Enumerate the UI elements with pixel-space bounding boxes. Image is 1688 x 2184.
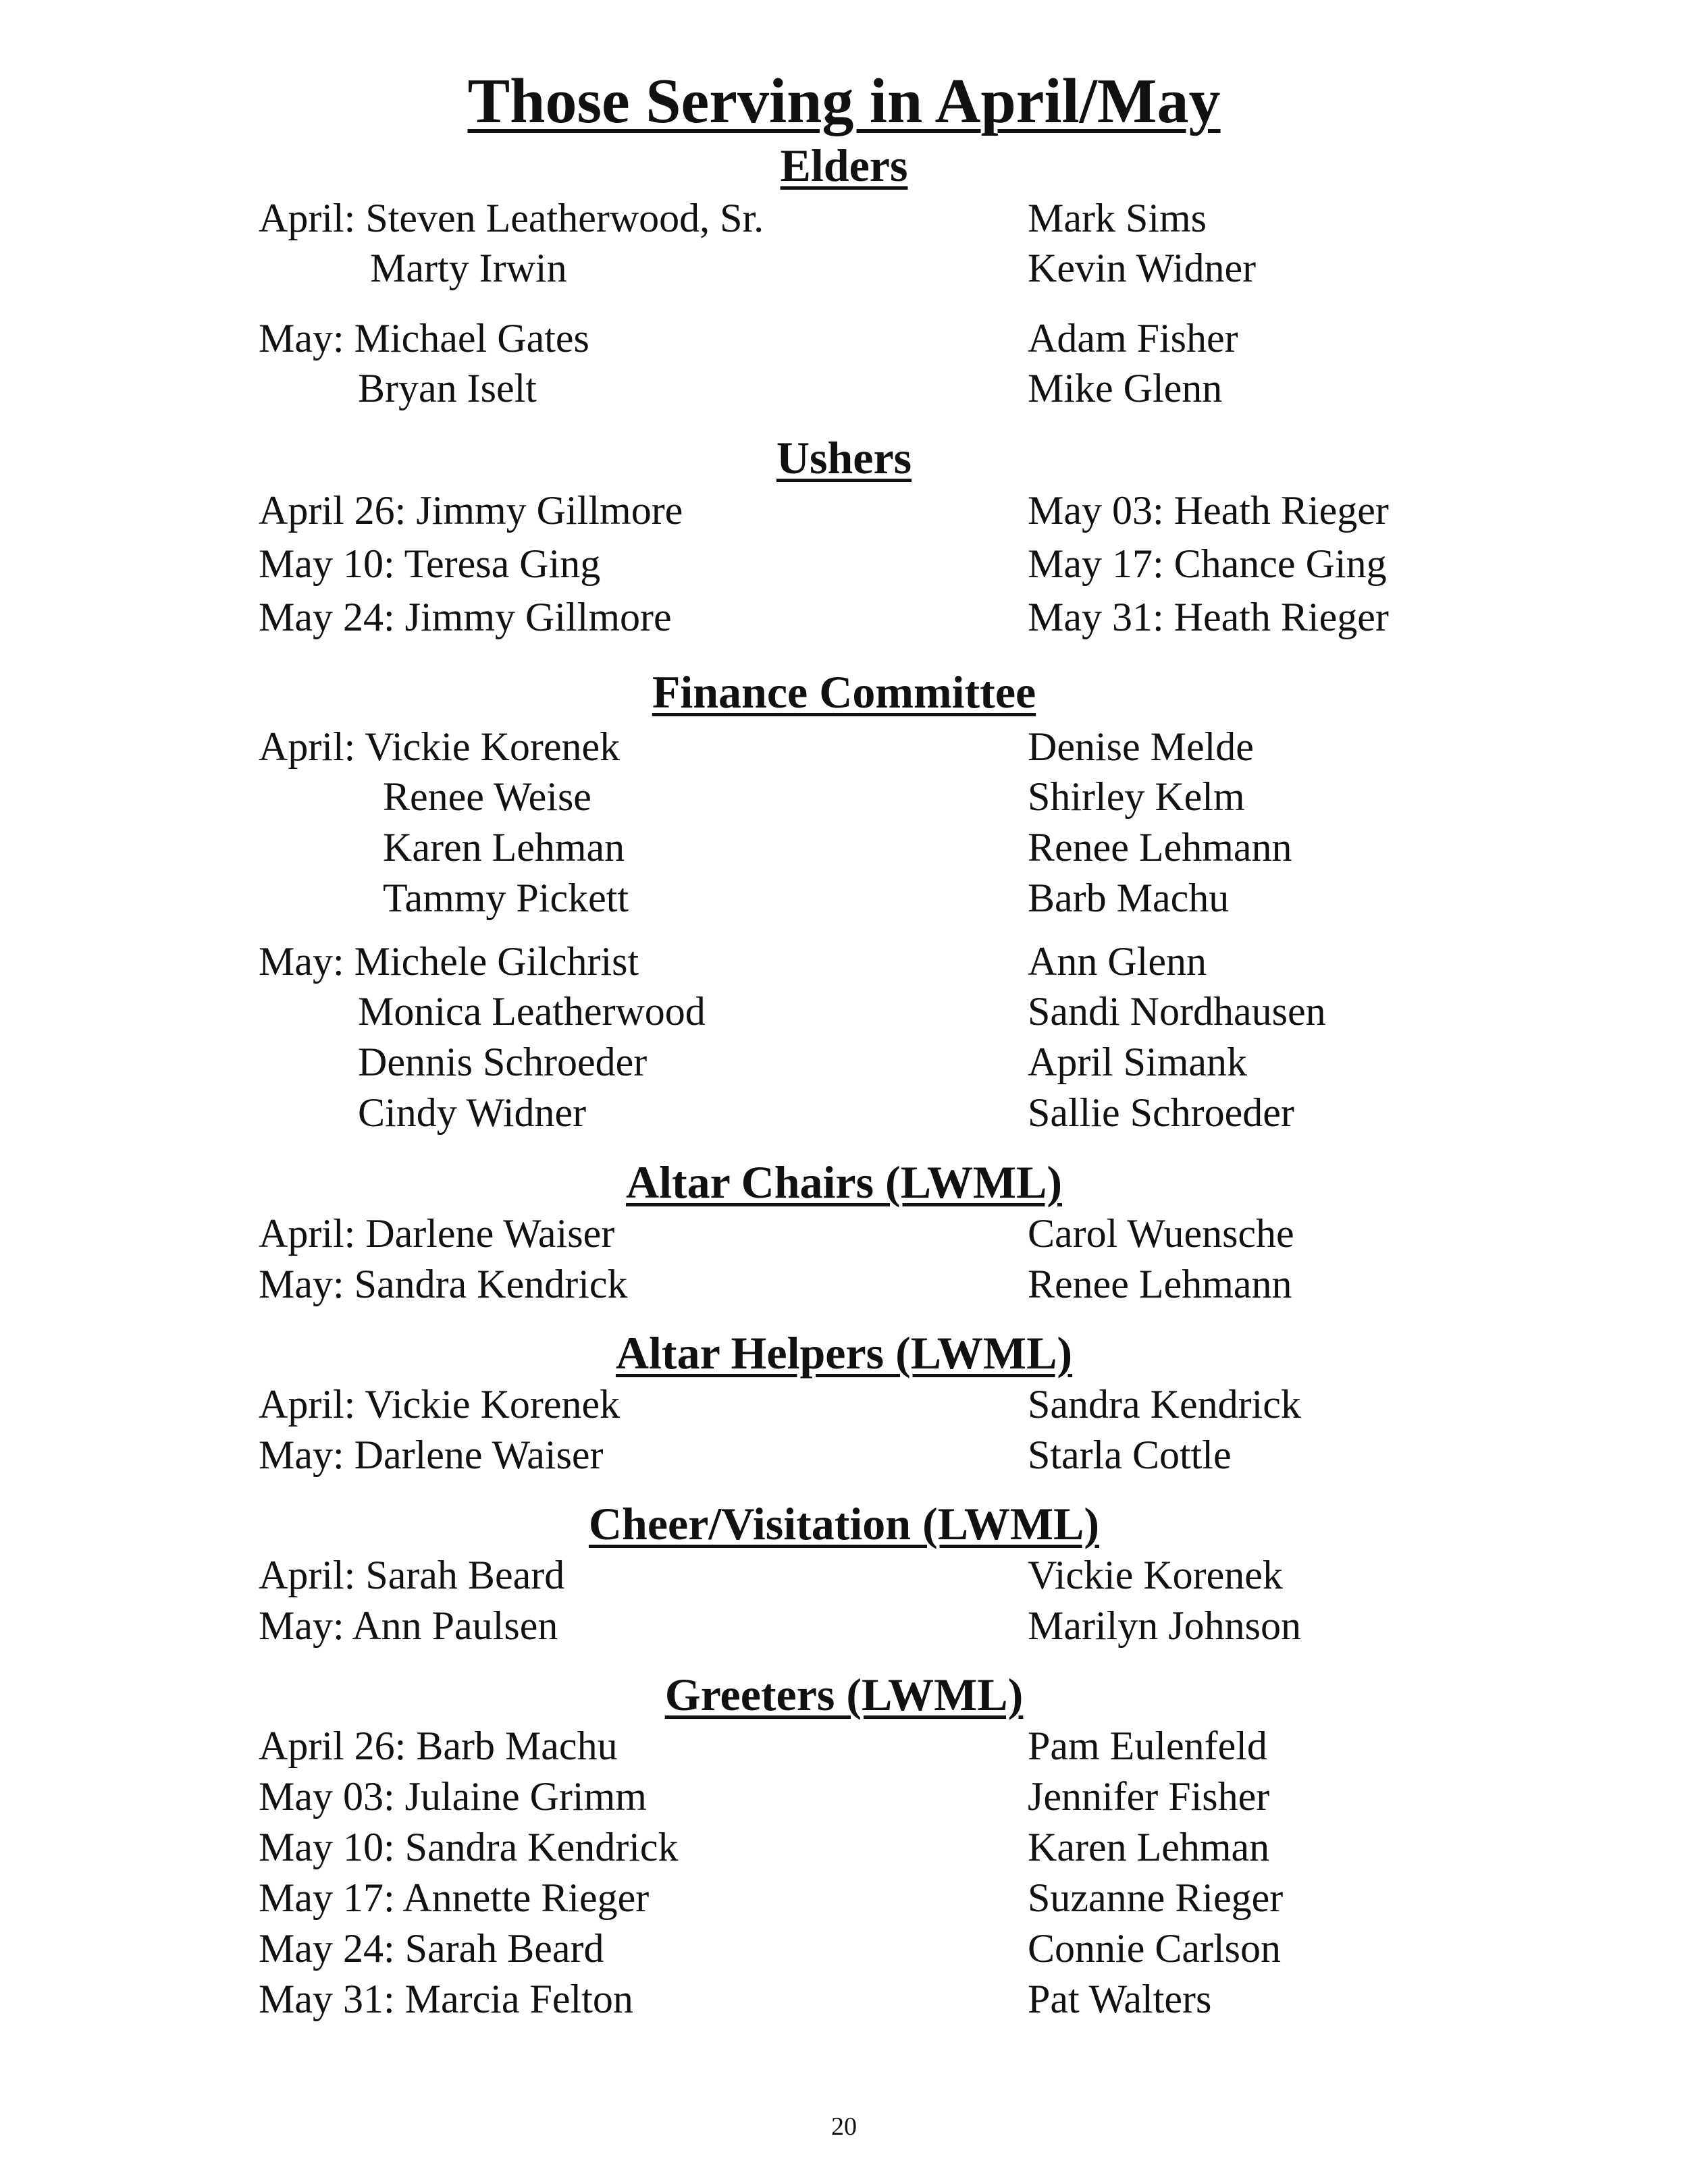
altar-helpers-right-2: Starla Cottle	[1028, 1433, 1232, 1477]
ushers-left-1: April 26: Jimmy Gillmore	[259, 488, 683, 533]
altar-chairs-right-1: Carol Wuensche	[1028, 1211, 1294, 1256]
finance-left-4: Tammy Pickett	[383, 876, 629, 920]
cheer-right-1: Vickie Korenek	[1028, 1553, 1283, 1597]
section-heading-text: Ushers	[776, 432, 912, 483]
section-heading-text: Cheer/Visitation (LWML)	[588, 1498, 1100, 1549]
finance-right-1: Denise Melde	[1028, 724, 1254, 769]
elders-right-1: Mark Sims	[1028, 196, 1207, 240]
section-heading-text: Elders	[780, 140, 908, 191]
greeters-left-6: May 31: Marcia Felton	[259, 1977, 633, 2021]
section-heading-text: Altar Chairs (LWML)	[626, 1156, 1062, 1208]
section-heading-text: Finance Committee	[652, 666, 1036, 718]
elders-left-1: April: Steven Leatherwood, Sr.	[259, 196, 764, 240]
altar-chairs-left-1: April: Darlene Waiser	[259, 1211, 615, 1256]
greeters-left-4: May 17: Annette Rieger	[259, 1875, 650, 1920]
ushers-right-2: May 17: Chance Ging	[1028, 541, 1387, 586]
elders-left-2: Marty Irwin	[370, 246, 567, 290]
elders-left-4: Bryan Iselt	[358, 366, 537, 410]
altar-helpers-left-1: April: Vickie Korenek	[259, 1382, 621, 1427]
altar-chairs-right-2: Renee Lehmann	[1028, 1262, 1292, 1306]
greeters-right-1: Pam Eulenfeld	[1028, 1724, 1267, 1768]
section-heading-cheer	[0, 1497, 1688, 1551]
greeters-left-3: May 10: Sandra Kendrick	[259, 1825, 679, 1869]
page-number: 20	[831, 2112, 857, 2141]
finance-left-1: April: Vickie Korenek	[259, 724, 621, 769]
section-heading-text: Altar Helpers (LWML)	[615, 1327, 1073, 1379]
page-title-text: Those Serving in April/May	[467, 66, 1221, 136]
greeters-right-6: Pat Walters	[1028, 1977, 1212, 2021]
finance-left-8: Cindy Widner	[358, 1090, 587, 1135]
greeters-right-5: Connie Carlson	[1028, 1926, 1281, 1971]
finance-right-8: Sallie Schroeder	[1028, 1090, 1294, 1135]
section-heading-greeters	[0, 1668, 1688, 1722]
elders-left-3: May: Michael Gates	[259, 316, 589, 361]
finance-left-3: Karen Lehman	[383, 825, 625, 870]
altar-chairs-left-2: May: Sandra Kendrick	[259, 1262, 628, 1306]
section-heading-altar-chairs	[0, 1155, 1688, 1209]
section-heading-finance	[0, 665, 1688, 719]
greeters-right-3: Karen Lehman	[1028, 1825, 1270, 1869]
ushers-right-1: May 03: Heath Rieger	[1028, 488, 1389, 533]
greeters-right-4: Suzanne Rieger	[1028, 1875, 1284, 1920]
finance-left-2: Renee Weise	[383, 774, 591, 819]
elders-right-2: Kevin Widner	[1028, 246, 1257, 290]
finance-right-4: Barb Machu	[1028, 876, 1230, 920]
elders-right-3: Adam Fisher	[1028, 316, 1238, 361]
section-heading-text: Greeters (LWML)	[664, 1669, 1024, 1720]
greeters-left-5: May 24: Sarah Beard	[259, 1926, 604, 1971]
section-heading-elders	[0, 138, 1688, 192]
cheer-left-2: May: Ann Paulsen	[259, 1603, 558, 1648]
cheer-left-1: April: Sarah Beard	[259, 1553, 565, 1597]
page-title	[0, 65, 1688, 138]
cheer-right-2: Marilyn Johnson	[1028, 1603, 1301, 1648]
finance-right-2: Shirley Kelm	[1028, 774, 1245, 819]
finance-right-5: Ann Glenn	[1028, 939, 1207, 984]
finance-left-6: Monica Leatherwood	[358, 989, 706, 1034]
elders-right-4: Mike Glenn	[1028, 366, 1223, 410]
ushers-right-3: May 31: Heath Rieger	[1028, 595, 1389, 639]
finance-left-7: Dennis Schroeder	[358, 1040, 648, 1084]
finance-right-3: Renee Lehmann	[1028, 825, 1292, 870]
finance-left-5: May: Michele Gilchrist	[259, 939, 639, 984]
ushers-left-2: May 10: Teresa Ging	[259, 541, 601, 586]
section-heading-altar-helpers	[0, 1326, 1688, 1380]
finance-right-6: Sandi Nordhausen	[1028, 989, 1326, 1034]
greeters-left-1: April 26: Barb Machu	[259, 1724, 618, 1768]
greeters-left-2: May 03: Julaine Grimm	[259, 1774, 647, 1819]
greeters-right-2: Jennifer Fisher	[1028, 1774, 1270, 1819]
section-heading-ushers	[0, 431, 1688, 485]
altar-helpers-right-1: Sandra Kendrick	[1028, 1382, 1301, 1427]
ushers-left-3: May 24: Jimmy Gillmore	[259, 595, 672, 639]
altar-helpers-left-2: May: Darlene Waiser	[259, 1433, 604, 1477]
finance-right-7: April Simank	[1028, 1040, 1247, 1084]
